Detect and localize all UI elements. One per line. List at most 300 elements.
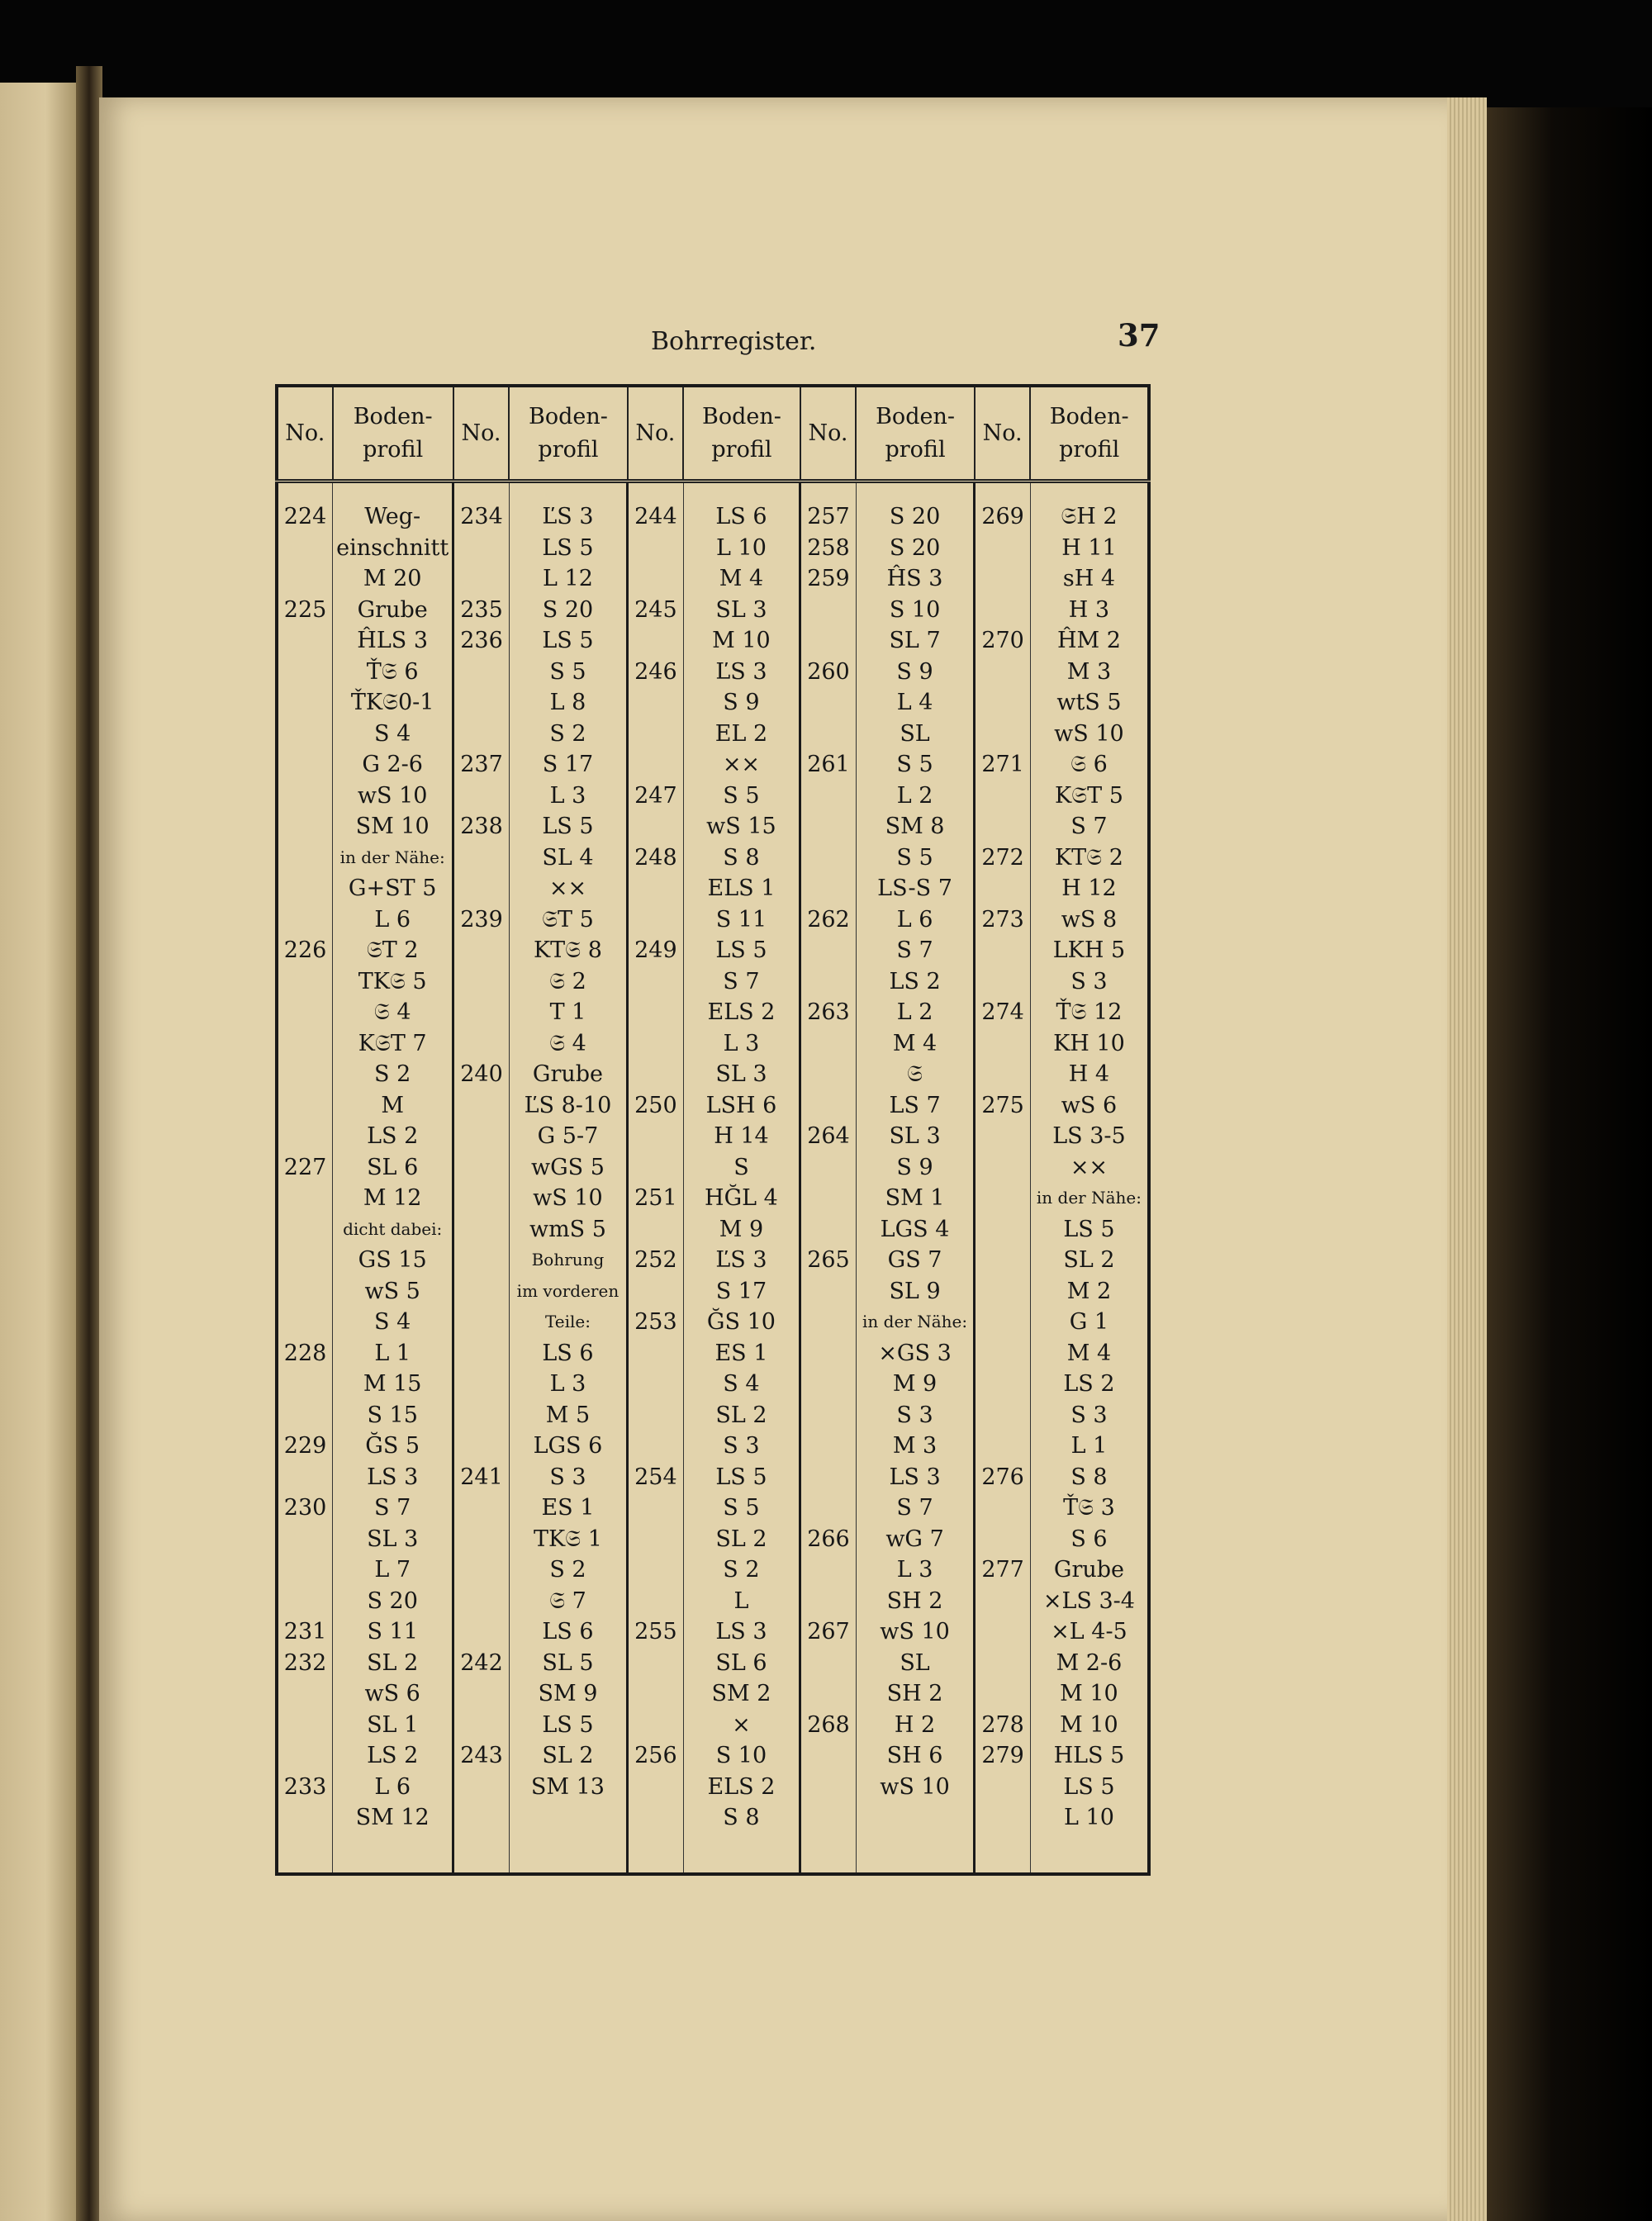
soil-profile-entry: S 9 [723,690,760,715]
boring-number [805,1276,852,1307]
boring-number [632,1121,680,1152]
boring-number [282,904,329,936]
boring-number [805,935,852,966]
soil-profile-entry: M 4 [892,1030,938,1056]
soil-profile-entry: LS 2 [367,1123,419,1149]
boring-number [979,1802,1027,1834]
soil-profile-entry: M 3 [1066,658,1112,685]
soil-profile-entry: H 3 [1068,596,1110,623]
soil-profile-entry: GS 7 [887,1247,942,1273]
boring-number [979,1121,1027,1152]
boring-number [632,687,680,719]
boring-number: 263 [807,999,850,1025]
soil-profile-entry: 𝔖H 2 [1061,504,1118,529]
header-no: No. [800,386,857,482]
boring-number [282,719,329,750]
boring-number: 224 [283,504,327,529]
soil-profile-entry: LS 6 [542,1340,594,1366]
boring-number: 256 [634,1743,677,1768]
soil-profile-entry: L 3 [549,1371,586,1397]
boring-number [458,1554,506,1586]
soil-profile-entry: LS 5 [715,1464,767,1490]
boring-number [632,533,680,564]
boring-number [805,873,852,904]
boring-number [282,1524,329,1555]
soil-profile-entry: LS 3-5 [1052,1123,1126,1149]
boring-number [805,1307,852,1338]
boring-number [632,563,680,595]
boring-number [979,1524,1027,1555]
soil-profile-entry: sH 4 [1062,566,1116,591]
boring-number [979,1245,1027,1276]
soil-profile-entry: wtS 5 [1056,690,1122,715]
boring-number [632,1276,680,1307]
boring-number: 266 [807,1526,850,1552]
soil-profile-entry: 𝔖 [907,1061,923,1087]
soil-profile-entry: ĽS 3 [715,1247,767,1273]
soil-profile-entry: L 1 [1070,1433,1108,1459]
soil-profile-entry: S 17 [542,752,594,777]
boring-number: 233 [283,1773,327,1800]
header-no: No. [277,386,333,482]
soil-profile-entry: Teile: [544,1312,591,1331]
boring-number [282,1276,329,1307]
boring-number [458,1028,506,1060]
header-profile: Boden-profil [856,386,975,482]
boring-number [282,1183,329,1214]
soil-profile-entry: SH 2 [886,1587,943,1614]
soil-profile-entry: wS 15 [706,814,776,839]
soil-profile-entry: 𝔖 2 [549,968,586,994]
boring-number [979,657,1027,688]
soil-profile-entry: K𝔖T 5 [1054,782,1123,809]
boring-number: 231 [283,1619,327,1644]
soil-profile-entry: TK𝔖 1 [534,1526,602,1552]
soil-profile-entry: ×× [548,876,587,901]
boring-number: 230 [283,1495,327,1521]
boring-number: 251 [634,1185,677,1211]
soil-profile-entry: Ť𝔖 6 [366,658,419,685]
soil-profile-entry: SL [900,1649,930,1676]
soil-profile-entry: S 20 [542,596,594,623]
boring-number [282,1059,329,1090]
soil-profile-entry: LS 5 [542,628,594,653]
boring-number: 225 [283,596,327,623]
boring-number [282,1090,329,1122]
boring-number [282,1400,329,1431]
boring-number: 261 [807,752,850,777]
soil-profile-entry: L 3 [896,1557,933,1583]
soil-profile-entry: M 5 [545,1402,591,1428]
boring-number [979,1616,1027,1648]
boring-number: 278 [981,1711,1024,1738]
soil-profile-entry: S 2 [549,1557,586,1583]
page-number: 37 [1118,317,1161,354]
boring-number [458,1524,506,1555]
boring-number [979,966,1027,998]
boring-number [458,842,506,874]
boring-number: 273 [981,906,1024,933]
boring-number [458,1616,506,1648]
soil-profile-entry: L 1 [374,1340,411,1366]
boring-number [458,687,506,719]
boring-number [282,1369,329,1400]
boring-number: 227 [283,1154,327,1180]
soil-profile-entry: wG 7 [885,1526,944,1552]
soil-profile-entry: SL 3 [715,1061,767,1087]
soil-profile-entry: LS 5 [715,937,767,963]
header-no: No. [628,386,684,482]
boring-number: 247 [634,782,677,809]
soil-profile-entry: M 20 [363,566,422,591]
boring-number: 277 [981,1557,1024,1583]
soil-profile-entry: M 10 [1060,1681,1118,1706]
soil-profile-entry: M 4 [719,566,764,591]
soil-profile-entry: ×× [722,752,761,777]
soil-profile-entry: L 10 [1064,1805,1114,1830]
soil-profile-entry: ELS 1 [707,876,776,901]
soil-profile-entry: S 6 [1070,1526,1108,1552]
soil-profile-entry: ELS 2 [707,999,776,1025]
soil-profile-entry: L 6 [374,1773,411,1800]
boring-number [458,1183,506,1214]
soil-profile-entry: H 12 [1061,876,1117,901]
boring-number [458,1307,506,1338]
soil-profile-entry: 𝔖 4 [549,1030,586,1056]
soil-profile-entry: EL 2 [714,720,768,747]
boring-number [458,1214,506,1246]
boring-number [805,781,852,812]
soil-profile-entry: SL 5 [542,1649,594,1676]
soil-profile-entry: S 9 [896,1154,933,1180]
soil-profile-entry: SM 8 [885,814,945,839]
soil-profile-entry: einschnitt [336,534,449,561]
boring-number [282,1121,329,1152]
soil-profile-entry: ĤLS 3 [357,628,429,653]
boring-number [805,1772,852,1803]
header-profile: Boden-profil [333,386,453,482]
boring-number [805,1493,852,1524]
boring-number [979,595,1027,626]
boring-number: 242 [460,1649,503,1676]
boring-number [458,1431,506,1462]
boring-number [805,1183,852,1214]
boring-number [632,625,680,657]
boring-number [979,1338,1027,1369]
soil-profile-entry: G 1 [1069,1309,1109,1335]
boring-number [282,1710,329,1741]
soil-profile-entry: ĞS 5 [365,1433,420,1459]
soil-profile-entry: LS 5 [1063,1216,1115,1242]
soil-profile-entry: SL 2 [1063,1247,1115,1273]
boring-number [458,1338,506,1369]
boring-number: 226 [283,937,327,963]
soil-profile-entry: S 10 [715,1743,767,1768]
soil-profile-entry: LS 2 [889,968,941,994]
boring-number [979,1152,1027,1184]
number-column [453,482,510,1875]
soil-profile-entry: LS 2 [367,1743,419,1768]
boring-number [979,1276,1027,1307]
boring-number [979,811,1027,842]
soil-profile-entry: in der Nähe: [339,847,445,867]
boring-number [805,1586,852,1617]
boring-number [282,1678,329,1710]
header-no: No. [453,386,510,482]
boring-number [282,687,329,719]
soil-profile-entry: M 3 [892,1433,938,1459]
soil-profile-entry: SM 12 [355,1805,430,1830]
boring-number: 276 [981,1464,1024,1490]
soil-profile-entry: TK𝔖 5 [358,968,427,994]
boring-number: 267 [807,1619,850,1644]
boring-number: 245 [634,596,677,623]
soil-profile-entry: ×LS 3-4 [1042,1587,1135,1614]
boring-number [805,1802,852,1834]
soil-profile-entry: S 7 [896,937,933,963]
boring-number [632,1028,680,1060]
header-profile: Boden-profil [509,386,627,482]
soil-profile-entry: S 8 [723,1805,760,1830]
boring-number [805,687,852,719]
soil-profile-entry: SM 2 [711,1681,771,1706]
boring-number [632,811,680,842]
soil-profile-entry: 𝔖 4 [373,999,411,1025]
header-profile: Boden-profil [683,386,800,482]
soil-profile-entry: K𝔖T 7 [358,1030,427,1056]
boring-number [282,966,329,998]
soil-profile-entry: ES 1 [714,1340,768,1366]
boring-number [805,1678,852,1710]
boring-number: 239 [460,906,503,933]
soil-profile-entry: ŤK𝔖0-1 [350,690,434,715]
boring-number [282,1028,329,1060]
soil-profile-entry: S 3 [896,1402,933,1428]
boring-number: 272 [981,844,1024,871]
soil-profile-entry: LS 5 [542,814,594,839]
boring-number: 237 [460,752,503,777]
soil-profile-entry: S 7 [1070,814,1108,839]
soil-profile-entry: S 20 [889,504,941,529]
boring-number [632,1152,680,1184]
boring-number: 268 [807,1711,850,1738]
boring-number [458,781,506,812]
boring-number [282,1586,329,1617]
soil-profile-entry: M 10 [1060,1711,1118,1738]
boring-number [458,719,506,750]
soil-profile-entry: S 7 [723,968,760,994]
number-column [277,482,333,1875]
boring-number: 264 [807,1123,850,1149]
boring-number: 253 [634,1309,677,1335]
soil-profile-entry: L 6 [374,906,411,933]
boring-number [979,873,1027,904]
boring-number [632,966,680,998]
boring-number [282,1740,329,1772]
soil-profile-entry: L 12 [543,566,593,591]
soil-profile-entry: LGS 6 [533,1433,603,1459]
soil-profile-entry: in der Nähe: [862,1312,968,1331]
soil-profile-entry: SL 1 [367,1711,419,1738]
boring-number [805,1648,852,1679]
soil-profile-entry: wS 10 [880,1773,950,1800]
soil-profile-entry: M 10 [712,628,771,653]
soil-profile-entry: M 2 [1066,1278,1112,1304]
soil-profile-entry: KT𝔖 8 [534,937,602,963]
boring-number [979,1431,1027,1462]
boring-number [282,842,329,874]
boring-number [282,1554,329,1586]
boring-number [979,687,1027,719]
boring-number [979,1493,1027,1524]
number-column [975,482,1031,1875]
boring-number [458,1152,506,1184]
soil-profile-entry: ĞS 10 [706,1309,776,1335]
boring-number: 271 [981,752,1024,777]
boring-number [805,1338,852,1369]
boring-number [805,1462,852,1493]
boring-number [282,657,329,688]
soil-profile-entry: S 8 [723,844,760,871]
boring-number: 235 [460,596,503,623]
boring-number: 269 [981,504,1024,529]
boring-number [458,533,506,564]
boring-number [458,1276,506,1307]
soil-profile-entry: SL 3 [715,596,767,623]
boring-number [458,657,506,688]
soil-profile-entry: SL 3 [367,1526,419,1552]
boring-number [805,1028,852,1060]
soil-profile-entry: KH 10 [1053,1030,1125,1056]
soil-profile-entry: wS 6 [364,1681,420,1706]
boring-number [632,1710,680,1741]
soil-profile-entry: LS 6 [542,1619,594,1644]
boring-number [632,1586,680,1617]
boring-number: 274 [981,999,1024,1025]
soil-profile-entry: S 2 [723,1557,760,1583]
boring-number [979,1307,1027,1338]
soil-profile-entry: S 11 [367,1619,418,1644]
soil-profile-entry: LS 5 [1063,1773,1115,1800]
soil-profile-entry: wS 10 [357,782,428,809]
boring-number [458,1090,506,1122]
boring-number [805,1554,852,1586]
soil-profile-entry: LS-S 7 [877,876,952,901]
boring-number [805,811,852,842]
boring-number: 240 [460,1061,503,1087]
boring-number: 279 [981,1743,1024,1768]
boring-number: 238 [460,814,503,839]
boring-number: 275 [981,1092,1024,1118]
boring-number: 228 [283,1340,327,1366]
boring-number [805,1214,852,1246]
soil-profile-entry: wS 8 [1061,906,1118,933]
soil-profile-entry: ×× [1070,1154,1108,1180]
soil-profile-entry: H 4 [1068,1061,1110,1087]
soil-profile-entry: M 15 [363,1371,422,1397]
soil-profile-entry: S 7 [374,1495,411,1521]
soil-profile-entry: GS 15 [358,1247,427,1273]
soil-profile-entry: M 9 [892,1371,938,1397]
soil-profile-entry: KT𝔖 2 [1054,844,1123,871]
boring-number [979,1183,1027,1214]
boring-number [282,873,329,904]
soil-profile-entry: S 2 [374,1061,411,1087]
boring-number [632,1338,680,1369]
boring-number [805,595,852,626]
boring-number [632,997,680,1028]
boring-number [282,997,329,1028]
soil-profile-entry: ELS 2 [707,1773,776,1800]
header-no: No. [975,386,1031,482]
boring-number [458,935,506,966]
boring-number [632,719,680,750]
boring-number [282,781,329,812]
soil-profile-entry: S 5 [549,658,586,685]
soil-profile-entry: ĽS 3 [715,658,767,685]
boring-number [458,1586,506,1617]
boring-number [458,563,506,595]
profile-column [856,482,975,1875]
soil-profile-entry: LS 2 [1063,1371,1115,1397]
soil-profile-entry: SM 1 [885,1185,945,1211]
soil-profile-entry: in der Nähe: [1036,1188,1142,1208]
soil-profile-entry: SM 10 [355,814,430,839]
soil-profile-entry: 𝔖T 5 [542,906,594,933]
bohrregister-table [275,384,1151,1876]
boring-number [979,719,1027,750]
soil-profile-entry: wmS 5 [529,1216,606,1242]
soil-profile-entry: S 3 [723,1433,760,1459]
boring-number: 234 [460,504,503,529]
soil-profile-entry: M [381,1092,404,1118]
boring-number [979,935,1027,966]
boring-number [632,904,680,936]
soil-profile-entry: wS 10 [533,1185,603,1211]
soil-profile-entry: Grube [1053,1557,1125,1583]
soil-profile-entry: wS 10 [1054,720,1124,747]
soil-profile-entry: G+ST 5 [348,876,437,901]
profile-column [1030,482,1149,1875]
soil-profile-entry: SL 2 [367,1649,419,1676]
boring-number [979,1059,1027,1090]
soil-profile-entry: Grube [357,596,428,623]
boring-number: 243 [460,1743,503,1768]
boring-number: 249 [634,937,677,963]
soil-profile-entry: M 2-6 [1056,1649,1123,1676]
boring-number: 236 [460,628,503,653]
soil-profile-entry: S 3 [1070,968,1108,994]
soil-profile-entry: S 5 [896,844,933,871]
soil-profile-entry: S 8 [1070,1464,1108,1490]
boring-number: 244 [634,504,677,529]
boring-number [458,1802,506,1834]
boring-number [979,1214,1027,1246]
boring-number [458,1245,506,1276]
boring-number [632,873,680,904]
soil-profile-entry: ĽS 3 [542,504,594,529]
header-row [277,386,1149,482]
soil-profile-entry: Bohrung [531,1250,605,1269]
boring-number: 260 [807,658,850,685]
soil-profile-entry: S 4 [723,1371,760,1397]
boring-number [805,1152,852,1184]
boring-number: 255 [634,1619,677,1644]
boring-number: 258 [807,534,850,561]
soil-profile-entry: SH 6 [886,1743,943,1768]
soil-profile-entry: L 6 [896,906,933,933]
soil-profile-entry: wS 6 [1061,1092,1118,1118]
